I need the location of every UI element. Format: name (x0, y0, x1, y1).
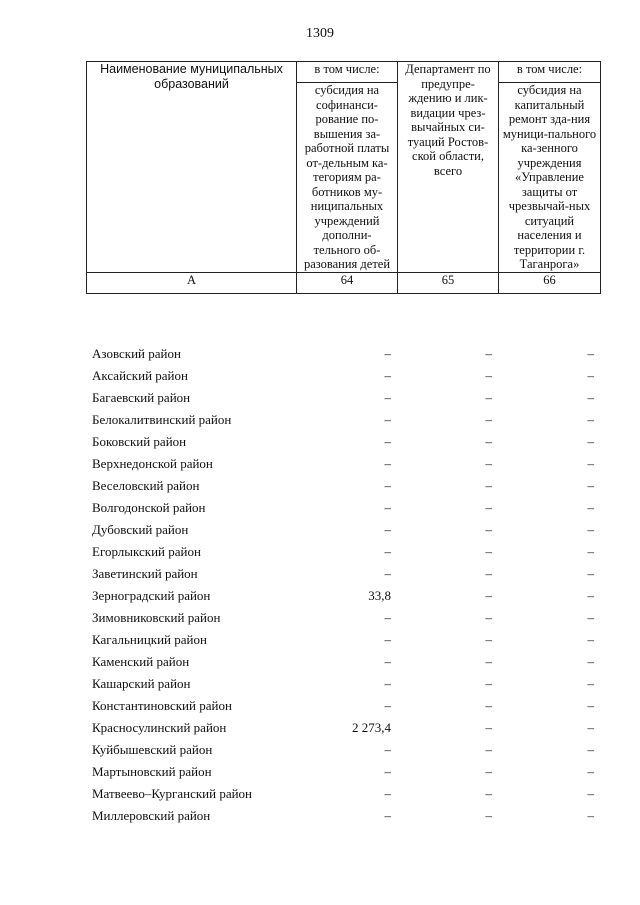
row-name: Кашарский район (92, 676, 191, 691)
row-value-64: – (384, 808, 391, 823)
table-row (86, 409, 600, 431)
row-value-66: – (587, 698, 594, 713)
table-row (86, 497, 600, 519)
table-row (86, 651, 600, 673)
row-value-66: – (587, 390, 594, 405)
row-value-65: – (485, 544, 492, 559)
row-value-65: – (485, 610, 492, 625)
row-value-66: – (587, 786, 594, 801)
column-header-65: Департамент по предупре-ждению и лик-видации чрез-вычайных си-туаций Ростов-ской области, всего (398, 62, 499, 273)
row-value-65: – (485, 434, 492, 449)
row-value-64: – (384, 390, 391, 405)
table-row (86, 541, 600, 563)
column-header-66: субсидия на капитальный ремонт зда-ния муници-пального ка-зенного учреждения «Управление защиты от чрезвычай-ных ситуаций населения и территории г. Таганрога» (499, 83, 601, 273)
row-value-65: – (485, 522, 492, 537)
row-value-66: – (587, 654, 594, 669)
table-row (86, 783, 600, 805)
row-value-66: – (587, 808, 594, 823)
row-value-66: – (587, 456, 594, 471)
row-value-65: – (485, 786, 492, 801)
table-row (86, 695, 600, 717)
row-value-64: – (384, 368, 391, 383)
row-value-65: – (485, 588, 492, 603)
row-value-66: – (587, 478, 594, 493)
column-header-66-in-total: в том числе: (499, 62, 601, 83)
row-value-64: – (384, 632, 391, 647)
row-value-65: – (485, 500, 492, 515)
row-value-64: – (384, 522, 391, 537)
row-value-65: – (485, 390, 492, 405)
table-body (86, 343, 600, 827)
table-row (86, 585, 600, 607)
row-value-64: – (384, 610, 391, 625)
row-value-64: – (384, 544, 391, 559)
row-value-64: – (384, 566, 391, 581)
row-value-65: – (485, 808, 492, 823)
row-name: Миллеровский район (92, 808, 211, 823)
row-value-65: – (485, 654, 492, 669)
row-value-65: – (485, 346, 492, 361)
row-name: Кагальницкий район (92, 632, 207, 647)
column-index-66: 66 (499, 272, 601, 293)
row-value-64: – (384, 456, 391, 471)
row-value-65: – (485, 412, 492, 427)
row-value-65: – (485, 368, 492, 383)
row-value-65: – (485, 456, 492, 471)
row-value-64: – (384, 346, 391, 361)
row-value-64: – (384, 676, 391, 691)
row-value-64: – (384, 698, 391, 713)
row-name: Аксайский район (92, 368, 188, 383)
row-value-66: – (587, 434, 594, 449)
row-value-66: – (587, 346, 594, 361)
row-value-64: – (384, 500, 391, 515)
row-value-66: – (587, 544, 594, 559)
table-row (86, 717, 600, 739)
row-name: Азовский район (92, 346, 181, 361)
table-row (86, 563, 600, 585)
column-header-64-in-total: в том числе: (297, 62, 398, 83)
row-value-64: – (384, 742, 391, 757)
row-value-65: – (485, 764, 492, 779)
table-row (86, 805, 600, 827)
row-name: Красносулинский район (92, 720, 227, 735)
table-header (86, 61, 601, 294)
row-name: Белокалитвинский район (92, 412, 232, 427)
row-value-64: – (384, 434, 391, 449)
row-value-64: 33,8 (368, 588, 391, 603)
row-value-66: – (587, 500, 594, 515)
table-row (86, 629, 600, 651)
row-value-66: – (587, 588, 594, 603)
row-value-65: – (485, 676, 492, 691)
row-value-64: – (384, 412, 391, 427)
row-name: Егорлыкский район (92, 544, 201, 559)
row-value-65: – (485, 566, 492, 581)
row-name: Боковский район (92, 434, 187, 449)
table-row (86, 761, 600, 783)
row-value-66: – (587, 676, 594, 691)
row-name: Волгодонской район (92, 500, 206, 515)
table-row (86, 387, 600, 409)
table-row (86, 739, 600, 761)
column-header-64: субсидия на софинанси-рование по-вышения за-работной платы от-дельным ка-тегориям ра-ботников му-ниципальных учреждений дополни-тельного об-разования детей (297, 83, 398, 273)
row-value-65: – (485, 698, 492, 713)
row-name: Веселовский район (92, 478, 200, 493)
table-row (86, 453, 600, 475)
row-name: Куйбышевский район (92, 742, 213, 757)
table-row (86, 607, 600, 629)
row-value-65: – (485, 720, 492, 735)
column-index-65: 65 (398, 272, 499, 293)
column-index-64: 64 (297, 272, 398, 293)
row-value-66: – (587, 632, 594, 647)
row-name: Матвеево–Курганский район (92, 786, 253, 801)
table-row (86, 475, 600, 497)
row-value-64: – (384, 786, 391, 801)
row-value-65: – (485, 742, 492, 757)
table-row (86, 431, 600, 453)
row-value-64: – (384, 764, 391, 779)
row-name: Зимовниковский район (92, 610, 221, 625)
row-value-64: 2 273,4 (352, 720, 391, 735)
row-name: Каменский район (92, 654, 190, 669)
row-value-66: – (587, 610, 594, 625)
row-value-64: – (384, 478, 391, 493)
row-name: Константиновский район (92, 698, 232, 713)
row-name: Заветинский район (92, 566, 198, 581)
row-value-66: – (587, 720, 594, 735)
column-index-a: А (87, 272, 297, 293)
table-row (86, 673, 600, 695)
row-value-66: – (587, 368, 594, 383)
row-value-66: – (587, 412, 594, 427)
row-value-64: – (384, 654, 391, 669)
row-value-66: – (587, 566, 594, 581)
row-name: Зерноградский район (92, 588, 211, 603)
table-row (86, 343, 600, 365)
row-value-65: – (485, 632, 492, 647)
row-name: Багаевский район (92, 390, 191, 405)
row-value-66: – (587, 522, 594, 537)
column-header-name: Наименование муниципальных образований (87, 62, 297, 273)
row-name: Дубовский район (92, 522, 189, 537)
page-number: 1309 (306, 26, 334, 41)
row-value-65: – (485, 478, 492, 493)
table-row (86, 519, 600, 541)
row-value-66: – (587, 764, 594, 779)
row-name: Верхнедонской район (92, 456, 213, 471)
row-value-66: – (587, 742, 594, 757)
row-name: Мартыновский район (92, 764, 212, 779)
table-row (86, 365, 600, 387)
